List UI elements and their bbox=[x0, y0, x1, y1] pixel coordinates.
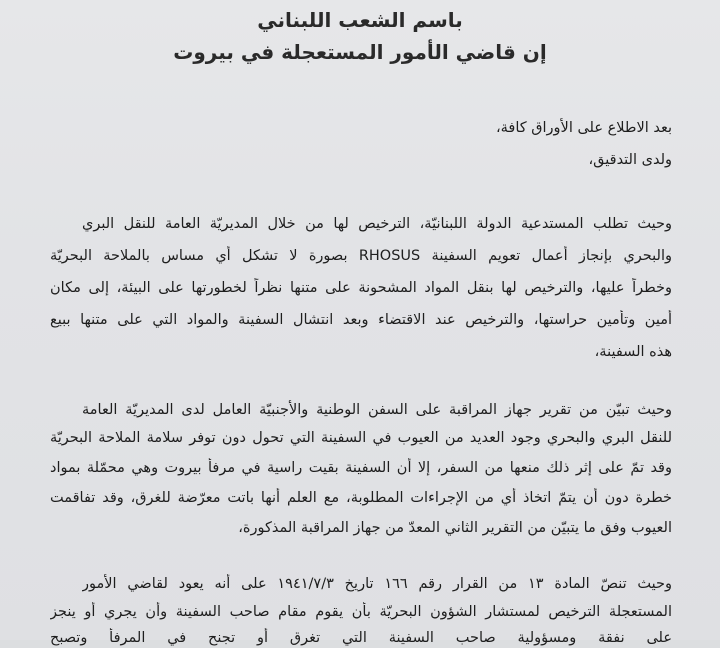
paragraph1-line: وخطراً عليها، والترخيص لها بنقل المواد المشحونة على متنها نظراً لخطورتها على البيئة، إلى مكان bbox=[50, 280, 672, 296]
paragraph3-line: على نفقة ومسؤولية صاحب السفينة التي تغرق أو تجنح في المرفأ وتصبح bbox=[50, 630, 672, 646]
paragraph1-line: هذه السفينة، bbox=[594, 344, 672, 360]
paragraph1-line: والبحري بإنجاز أعمال تعويم السفينة RHOSUS بصورة لا تشكل أي مساس بالملاحة البحريّة bbox=[50, 248, 672, 264]
paragraph1-line: أمين وتأمين حراستها، والترخيص عند الاقتضاء وبعد انتشال السفينة والمواد التي على متنها ببيع bbox=[50, 312, 672, 328]
paragraph1-line: وحيث تطلب المستدعية الدولة اللبنانيّة، الترخيص لها من خلال المديريّة العامة للنقل البري bbox=[82, 216, 672, 232]
document-heading-people: باسم الشعب اللبناني bbox=[257, 8, 463, 32]
paragraph2-line: العيوب وفق ما يتبيّن من التقرير الثاني المعدّ من جهاز المراقبة المذكورة، bbox=[238, 520, 672, 536]
document-heading-court: إن قاضي الأمور المستعجلة في بيروت bbox=[173, 40, 547, 64]
paragraph3-line: المستعجلة الترخيص لمستشار الشؤون البحريّة بأن يقوم مقام صاحب السفينة وأن يجري أو ينجز bbox=[50, 604, 672, 620]
paragraph3-line: وحيث تنصّ المادة ١٣ من القرار رقم ١٦٦ تاريخ ١٩٤١/٧/٣ على أنه يعود لقاضي الأمور bbox=[82, 576, 672, 592]
paragraph2-line: خطرة دون أن يتمّ اتخاذ أي من الإجراءات المطلوبة، مع العلم أنها باتت معرّضة للغرق، وقد تفاقمت bbox=[50, 490, 672, 506]
intro-line: بعد الاطلاع على الأوراق كافة، bbox=[495, 120, 672, 136]
paragraph2-line: وقد تمّ على إثر ذلك منعها من السفر، إلا أن السفينة بقيت راسية في مرفأ بيروت وهي محمّلة بمواد bbox=[50, 460, 672, 476]
paragraph2-line: وحيث تبيّن من تقرير جهاز المراقبة على السفن الوطنية والأجنبيّة العامل لدى المديريّة العامة bbox=[82, 402, 672, 418]
paragraph2-line: للنقل البري والبحري وجود العديد من العيوب في السفينة التي تحول دون توفر سلامة الملاحة البحريّة bbox=[50, 430, 672, 446]
intro-line: ولدى التدقيق، bbox=[588, 152, 672, 168]
